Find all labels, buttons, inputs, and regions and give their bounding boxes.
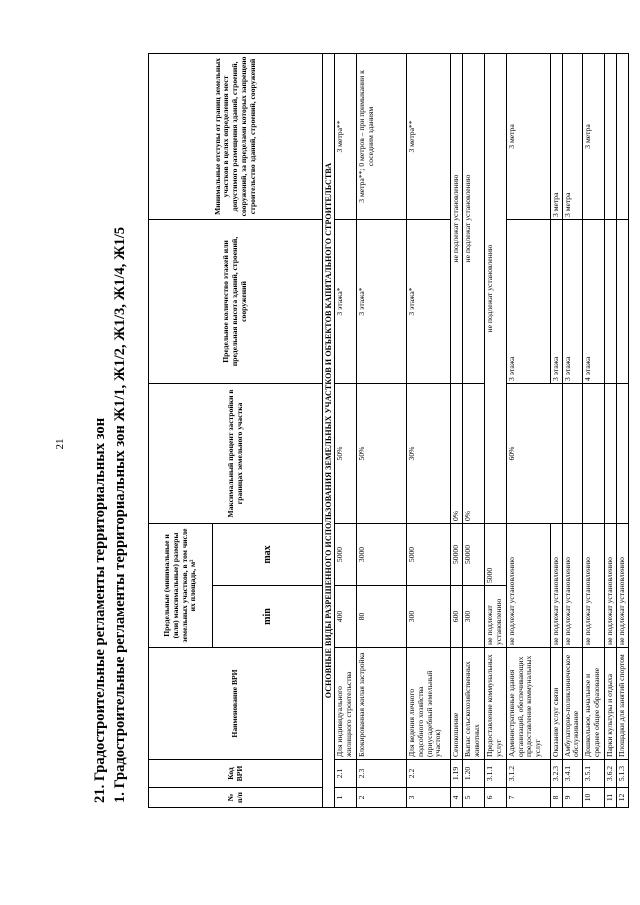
cell-max: 50000 <box>451 523 463 585</box>
cell-setback: 3 метра <box>550 53 562 219</box>
cell-num: 12 <box>616 788 628 808</box>
section-row <box>323 53 335 807</box>
cell-percent: 30% <box>407 383 451 523</box>
section-title: ОСНОВНЫЕ ВИДЫ РАЗРЕШЕННОГО ИСПОЛЬЗОВАНИЯ ЗЕМЕЛЬНЫХ УЧАСТКОВ И ОБЪЕКТОВ КАПИТАЛЬНОГО СТРОИТЕЛЬСТВА <box>323 53 335 807</box>
cell-setback: 3 метра <box>583 53 605 219</box>
table-row <box>407 53 451 807</box>
cell-max: 5000 <box>335 523 357 585</box>
table-row <box>506 53 550 807</box>
table-row <box>605 53 617 807</box>
cell-floors-setback: не подлежат установлению <box>462 53 484 383</box>
cell-name: Для индивидуального жилищного строительства <box>335 648 357 760</box>
cell-name: Площадки для занятий спортом <box>616 648 628 760</box>
header-num: № п/п <box>149 788 323 808</box>
cell-size: не подлежат установлению <box>583 523 605 647</box>
cell-code: 1.20 <box>462 760 484 788</box>
cell-floors: 3 этажа* <box>335 219 357 383</box>
cell-num: 9 <box>562 788 582 808</box>
cell-name: Блокированная жилая застройка <box>357 648 407 760</box>
cell-code: 5.1.3 <box>616 760 628 788</box>
cell-percent: 60% <box>506 383 562 523</box>
cell-percent <box>616 383 628 523</box>
cell-num: 10 <box>583 788 605 808</box>
cell-name: Сенокошение <box>451 648 463 760</box>
header-name: Наименование ВРИ <box>149 648 323 760</box>
cell-floors: 3 этажа <box>506 219 550 383</box>
cell-size: не подлежат установлению <box>616 523 628 647</box>
cell-name: Оказание услуг связи <box>550 648 562 760</box>
cell-setback: 3 метра** <box>407 53 451 219</box>
cell-percent <box>562 383 582 523</box>
cell-floors <box>616 219 628 383</box>
cell-floors: 4 этажа <box>583 219 605 383</box>
rotated-page <box>90 50 626 810</box>
table-row <box>583 53 605 807</box>
page-title: 21. Градостроительные регламенты территориальных зон <box>92 417 108 803</box>
cell-code: 3.4.1 <box>562 760 582 788</box>
cell-code: 3.6.2 <box>605 760 617 788</box>
cell-min: не подлежат установлению <box>484 586 506 648</box>
header-setback: Минимальные отступы от границ земельных участков в целях определения мест допустимого размещения зданий, строений, сооружений, за пределами которых запрещено строительство зданий, строений, сооружений <box>149 53 323 219</box>
cell-setback <box>616 53 628 219</box>
cell-floors-setback: не подлежат установлению <box>451 53 463 383</box>
cell-name: Выпас сельскохозяйственных животных <box>462 648 484 760</box>
cell-min: 300 <box>462 586 484 648</box>
cell-percent: 50% <box>357 383 407 523</box>
header-floors: Предельное количество этажей или предельная высота зданий, строений, сооружений <box>149 219 323 383</box>
cell-name: Предоставление коммунальных услуг <box>484 648 506 760</box>
cell-min: 600 <box>451 586 463 648</box>
page-subtitle: 1. Градостроительные регламенты территориальных зон Ж1/1, Ж1/2, Ж1/3, Ж1/4, Ж1/5 <box>112 226 128 803</box>
cell-num: 7 <box>506 788 550 808</box>
cell-num: 6 <box>484 788 506 808</box>
cell-setback: 3 метра <box>562 53 582 219</box>
cell-percent <box>605 383 617 523</box>
cell-code: 3.5.1 <box>583 760 605 788</box>
cell-floors: 3 этажа* <box>357 219 407 383</box>
cell-num: 1 <box>335 788 357 808</box>
regulations-table <box>148 53 629 808</box>
table-row <box>451 53 463 807</box>
cell-name: Амбулаторно-поликлиническое обслуживание <box>562 648 582 760</box>
header-percent: Максимальный процент застройки в границах земельного участка <box>149 383 323 523</box>
cell-num: 3 <box>407 788 451 808</box>
cell-num: 2 <box>357 788 407 808</box>
cell-code: 2.2 <box>407 760 451 788</box>
cell-num: 11 <box>605 788 617 808</box>
table-row <box>462 53 484 807</box>
table-row <box>616 53 628 807</box>
cell-min: 300 <box>407 586 451 648</box>
cell-num: 4 <box>451 788 463 808</box>
cell-name: Дошкольное, начальное и среднее общее образование <box>583 648 605 760</box>
cell-percent: 50% <box>335 383 357 523</box>
cell-percent <box>583 383 605 523</box>
cell-max: 5000 <box>484 523 506 585</box>
cell-floors: 3 этажа* <box>407 219 451 383</box>
cell-code: 3.2.3 <box>550 760 562 788</box>
cell-floors <box>605 219 617 383</box>
cell-floors: 3 этажа <box>550 219 562 383</box>
table-row <box>484 53 506 807</box>
header-size-group: Предельные (минимальные и (или) максимальные) размеры земельных участков, в том числе их площадь, м² <box>149 523 213 647</box>
cell-code: 2.1 <box>335 760 357 788</box>
cell-name: Парки культуры и отдыха <box>605 648 617 760</box>
cell-code: 3.1.1 <box>484 760 506 788</box>
page-number: 21 <box>54 438 66 450</box>
cell-setback: 3 метра <box>506 53 550 219</box>
cell-name: Для ведения личного подсобного хозяйства (приусадебный земельный участок) <box>407 648 451 760</box>
cell-code: 3.1.2 <box>506 760 550 788</box>
header-code: Код ВРИ <box>149 760 323 788</box>
header-row <box>149 53 213 807</box>
cell-setback <box>605 53 617 219</box>
cell-setback: 3 метра**; 0 метров – при примыкании к соседним зданиям <box>357 53 407 219</box>
cell-size: не подлежат установлению <box>506 523 550 647</box>
table-row <box>357 53 407 807</box>
cell-num: 8 <box>550 788 562 808</box>
cell-size: не подлежат установлению <box>562 523 582 647</box>
cell-code: 2.3 <box>357 760 407 788</box>
cell-max: 50000 <box>462 523 484 585</box>
cell-max: 3000 <box>357 523 407 585</box>
cell-size: не подлежат установлению <box>605 523 617 647</box>
cell-percent: 0% <box>451 383 463 523</box>
cell-name: Административные здания организаций, обеспечивающих предоставление коммунальных услуг <box>506 648 550 760</box>
cell-min: 80 <box>357 586 407 648</box>
cell-rest: не подлежат установлению <box>484 53 506 523</box>
table-row <box>335 53 357 807</box>
table-row <box>562 53 582 807</box>
header-max: max <box>213 523 323 585</box>
cell-percent: 0% <box>462 383 484 523</box>
cell-max: 5000 <box>407 523 451 585</box>
header-min: min <box>213 586 323 648</box>
cell-code: 1.19 <box>451 760 463 788</box>
cell-num: 5 <box>462 788 484 808</box>
cell-setback: 3 метра** <box>335 53 357 219</box>
cell-floors: 3 этажа <box>562 219 582 383</box>
cell-min: 400 <box>335 586 357 648</box>
cell-size: не подлежат установлению <box>550 523 562 647</box>
